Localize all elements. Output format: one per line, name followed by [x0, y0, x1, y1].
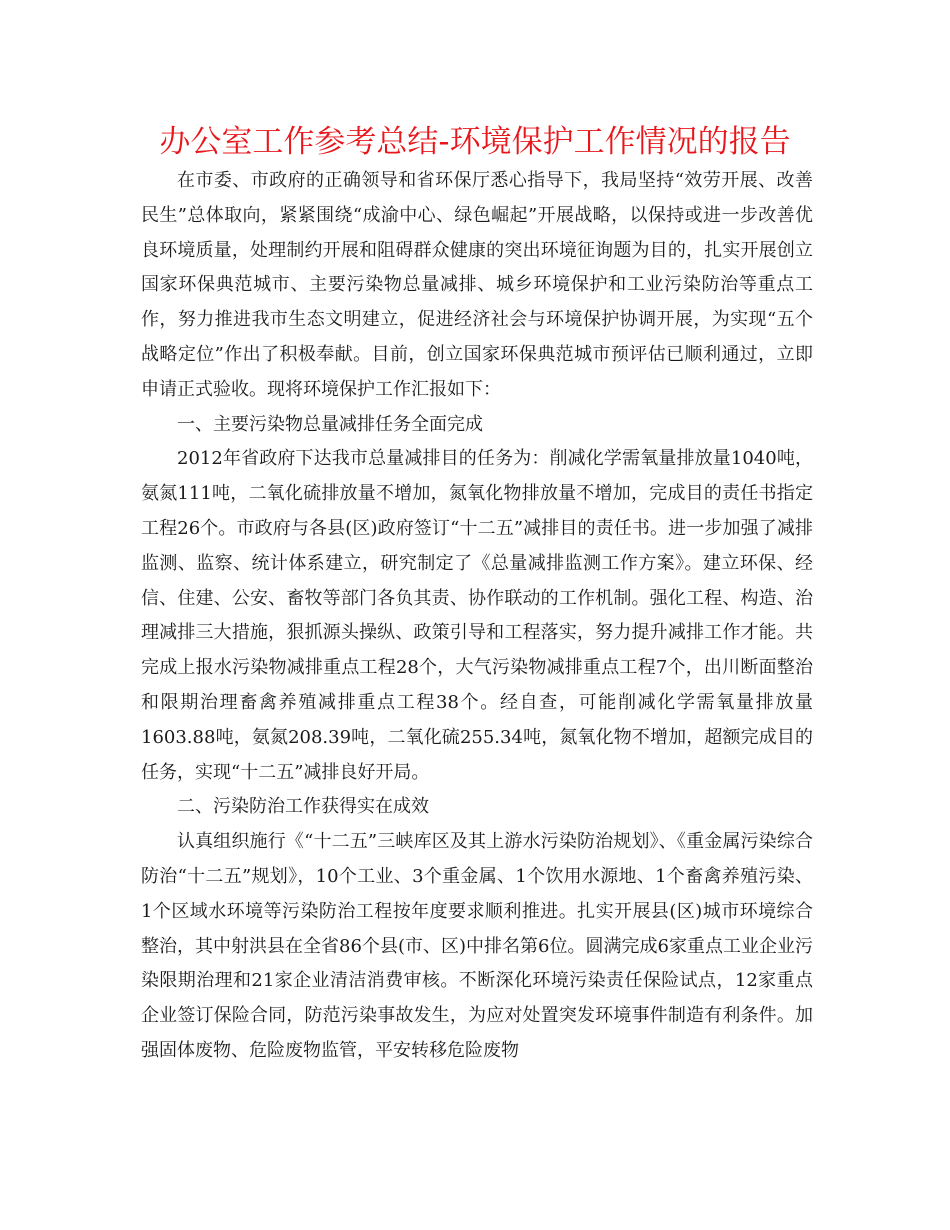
paragraph-section-2: 认真组织施行《“十二五”三峡库区及其上游水污染防治规划》、《重金属污染综合防治“十二五”规划》，10个工业、3个重金属、1个饮用水源地、1个畜禽养殖污染、1个区域水环境等污染防治工程按年度要求顺利推进。扎实开展县(区)城市环境综合整治，其中射洪县在全省86个县(市、区)中排名第6位。圆满完成6家重点工业企业污染限期治理和21家企业清洁消费审核。不断深化环境污染责任保险试点，12家重点企业签订保险合同，防范污染事故发生，为应对处置突发环境事件制造有利条件。加强固体废物、危险废物监管，平安转移危险废物: [141, 831, 813, 1061]
paragraph-intro: 在市委、市政府的正确领导和省环保厅悉心指导下，我局坚持“效劳开展、改善民生”总体取向，紧紧围绕“成渝中心、绿色崛起”开展战略，以保持或进一步改善优良环境质量，处理制约开展和阻碍群众健康的突出环境征询题为目的，扎实开展创立国家环保典范城市、主要污染物总量减排、城乡环境保护和工业污染防治等重点工作，努力推进我市生态文明建立，促进经济社会与环境保护协调开展，为实现“五个战略定位”作出了积极奉献。目前，创立国家环保典范城市预评估已顺利通过，立即申请正式验收。现将环境保护工作汇报如下：: [141, 170, 813, 400]
document-body: [141, 164, 813, 1069]
section-heading-1: 一、主要污染物总量减排任务全面完成: [177, 413, 483, 435]
paragraph-section-1: 2012年省政府下达我市总量减排目的任务为：削减化学需氧量排放量1040吨，氨氮111吨，二氧化硫排放量不增加，氮氧化物排放量不增加，完成目的责任书指定工程26个。市政府与各县(区)政府签订“十二五”减排目的责任书。进一步加强了减排监测、监察、统计体系建立，研究制定了《总量减排监测工作方案》。建立环保、经信、住建、公安、畜牧等部门各负其责、协作联动的工作机制。强化工程、构造、治理减排三大措施，狠抓源头操纵、政策引导和工程落实，努力提升减排工作才能。共完成上报水污染物减排重点工程28个，大气污染物减排重点工程7个，出川断面整治和限期治理畜禽养殖减排重点工程38个。经自查，可能削减化学需氧量排放量1603.88吨，氨氮208.39吨，二氧化硫255.34吨，氮氧化物不增加，超额完成目的任务，实现“十二五”减排良好开局。: [141, 448, 813, 783]
section-heading-2: 二、污染防治工作获得实在成效: [177, 796, 429, 818]
document-title: 办公室工作参考总结-环境保护工作情况的报告: [159, 124, 791, 160]
